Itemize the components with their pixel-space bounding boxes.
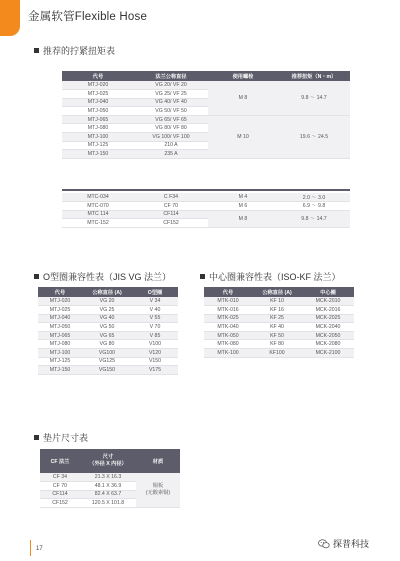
table-row [38,349,178,358]
cell-code: MTJ-125 [62,141,134,150]
th-center-ring: 中心圈 [302,287,354,297]
header-accent-bar [0,0,20,36]
cell-oring: V 85 [132,331,178,340]
cell-dn: KF100 [252,349,302,358]
cell-ring: MCK-2010 [302,297,354,306]
cell-cf: CF114 [40,490,80,499]
th-dn: 公称直径 (A) [82,287,132,297]
th-code: 代号 [38,287,82,297]
torque-table-cf [62,193,350,228]
cell-code: MTJ-065 [62,115,134,124]
th-code: 代号 [204,287,252,297]
cell-torque: 9.8 ～ 14.7 [278,81,350,115]
th-size-label: 尺寸 [102,453,114,460]
cell-dn: VG 100/ VF 100 [134,133,208,142]
oring-table [38,287,178,375]
gasket-section-title [34,431,88,444]
cell-code: MTJ-040 [62,98,134,107]
cell-dn: VG 20 [82,297,132,306]
cell-torque: 19.6 ～ 24.5 [278,115,350,158]
cell-code: MTJ-025 [62,90,134,99]
cell-oring: V100 [132,340,178,349]
cell-code: MTC-070 [62,202,134,211]
cell-code: MTJ-150 [62,150,134,159]
table-row [38,340,178,349]
cell-dn: 210 A [134,141,208,150]
cell-ring: MCK-2050 [302,331,354,340]
cell-code: MTJ-080 [62,124,134,133]
cell-code: MTK-010 [204,297,252,306]
cell-dn: CF 70 [134,202,208,211]
table-row [38,331,178,340]
cell-dn: C F34 [134,193,208,202]
th-dn: 公称直径 (A) [252,287,302,297]
page-number: 17 [36,546,43,552]
table-divider [62,189,350,191]
wechat-icon [318,539,330,549]
cell-ring: MCK-2040 [302,323,354,332]
cell-dn: CF114 [134,210,208,219]
cell-code: MTJ-020 [62,81,134,90]
th-size [80,449,136,473]
cell-code: MTJ-100 [38,349,82,358]
table-row [204,340,354,349]
cell-torque: 9.8 ～ 14.7 [278,210,350,227]
cell-dn: VG 50 [82,323,132,332]
cell-dn: VG125 [82,357,132,366]
cell-code: MTJ-100 [62,133,134,142]
section-bullet-icon [34,48,39,53]
gasket-table [40,449,180,508]
brand-name: 探普科技 [333,539,370,549]
th-code: 代号 [62,71,134,81]
torque-header-row [62,71,350,81]
cell-ring: MCK-2016 [302,306,354,315]
page-title: 金属软管Flexible Hose [28,11,148,23]
cell-code: MTK-025 [204,314,252,323]
th-size-sub: （外径 X 内径） [89,461,127,467]
table-row [38,306,178,315]
center-section-title [200,270,341,283]
table-row [38,323,178,332]
cell-oring: V175 [132,366,178,375]
cell-bolt: M 8 [208,210,278,227]
cell-code: MTJ-050 [38,323,82,332]
table-row [204,297,354,306]
table-row [62,202,350,211]
cell-code: MTK-016 [204,306,252,315]
table-row [204,314,354,323]
cell-size: 21.3 X 16.3 [80,473,136,482]
cell-dn: KF 40 [252,323,302,332]
cell-dn: KF 80 [252,340,302,349]
cell-dn: VG 65/ VF 65 [134,115,208,124]
cell-code: MTJ-080 [38,340,82,349]
th-torque: 推荐扭矩（N・m） [278,71,350,81]
cell-oring: V 55 [132,314,178,323]
cell-code: MTJ-065 [38,331,82,340]
cell-size: 82.4 X 63.7 [80,490,136,499]
cell-size: 120.5 X 101.8 [80,499,136,508]
table-row [204,349,354,358]
cell-oring: V 34 [132,297,178,306]
cell-bolt: M 6 [208,202,278,211]
cell-code: MTJ-150 [38,366,82,375]
cell-code: MTC-034 [62,193,134,202]
table-row [38,297,178,306]
th-material: 材质 [136,449,180,473]
cell-oring: V 70 [132,323,178,332]
cell-dn: CF152 [134,219,208,228]
gasket-title-text: 垫片尺寸表 [43,433,89,443]
cell-dn: KF 10 [252,297,302,306]
table-row [38,314,178,323]
cell-code: MTC 114 [62,210,134,219]
footer-accent-line [30,540,31,556]
section-bullet-icon [34,274,39,279]
cell-size: 48.1 X 36.9 [80,482,136,491]
cell-dn: VG100 [82,349,132,358]
cell-cf: CF 70 [40,482,80,491]
section-bullet-icon [200,274,205,279]
material-line-2: (无酸素铜) [145,489,171,496]
oring-section-title [34,270,171,283]
cell-dn: VG 65 [82,331,132,340]
cell-bolt: M 8 [208,81,278,115]
table-row [62,115,350,124]
cell-code: MTJ-020 [38,297,82,306]
cell-dn: KF 25 [252,314,302,323]
th-flange-dn: 法兰公称直径 [134,71,208,81]
cell-dn: 235 A [134,150,208,159]
cell-ring: MCK-2025 [302,314,354,323]
torque-table [62,71,350,159]
cell-torque: 6.9 ～ 9.8 [278,202,350,211]
table-row [62,210,350,219]
cell-ring: MCK-2080 [302,340,354,349]
cell-material [136,473,180,507]
cell-torque: 2.0 ～ 3.0 [278,193,350,202]
cell-code: MTC-152 [62,219,134,228]
section-bullet-icon [34,435,39,440]
table-row [38,366,178,375]
cell-code: MTJ-125 [38,357,82,366]
cell-oring: V150 [132,357,178,366]
cell-dn: KF 16 [252,306,302,315]
cell-dn: KF 50 [252,331,302,340]
table-row [62,81,350,90]
table-row [62,193,350,202]
cell-code: MTJ-025 [38,306,82,315]
cell-code: MTK-080 [204,340,252,349]
cell-dn: VG 20/ VF 20 [134,81,208,90]
center-header-row [204,287,354,297]
cell-oring: V120 [132,349,178,358]
material-line-1: 铜板 [152,482,164,489]
cell-code: MTK-050 [204,331,252,340]
cell-dn: VG 80/ VF 80 [134,124,208,133]
cell-code: MTJ-050 [62,107,134,116]
center-title-text: 中心圈兼容性表（ISO-KF 法兰） [209,272,341,282]
cell-dn: VG 40 [82,314,132,323]
th-cf-flange: CF 法兰 [40,449,80,473]
cell-code: MTJ-040 [38,314,82,323]
table-row [204,323,354,332]
cell-bolt: M 10 [208,115,278,158]
cell-ring: MCK-2100 [302,349,354,358]
oring-title-text: O型圈兼容性表（JIS VG 法兰） [43,272,172,282]
cell-dn: VG 80 [82,340,132,349]
cell-cf: CF 34 [40,473,80,482]
cell-dn: VG150 [82,366,132,375]
th-bolt: 使用螺栓 [208,71,278,81]
cell-dn: VG 25/ VF 25 [134,90,208,99]
gasket-header-row [40,449,180,473]
th-oring: O型圈 [132,287,178,297]
oring-header-row [38,287,178,297]
table-row [38,357,178,366]
brand-watermark [318,537,369,550]
cell-oring: V 40 [132,306,178,315]
torque-title-text: 推荐的拧紧扭矩表 [43,46,116,56]
cell-dn: VG 25 [82,306,132,315]
cell-code: MTK-040 [204,323,252,332]
table-row [204,306,354,315]
cell-dn: VG 50/ VF 50 [134,107,208,116]
center-ring-table [204,287,354,358]
torque-section-title [34,44,115,57]
table-row [204,331,354,340]
cell-dn: VG 40/ VF 40 [134,98,208,107]
cell-bolt: M 4 [208,193,278,202]
cell-cf: CF152 [40,499,80,508]
table-row [40,473,180,482]
cell-code: MTK-100 [204,349,252,358]
